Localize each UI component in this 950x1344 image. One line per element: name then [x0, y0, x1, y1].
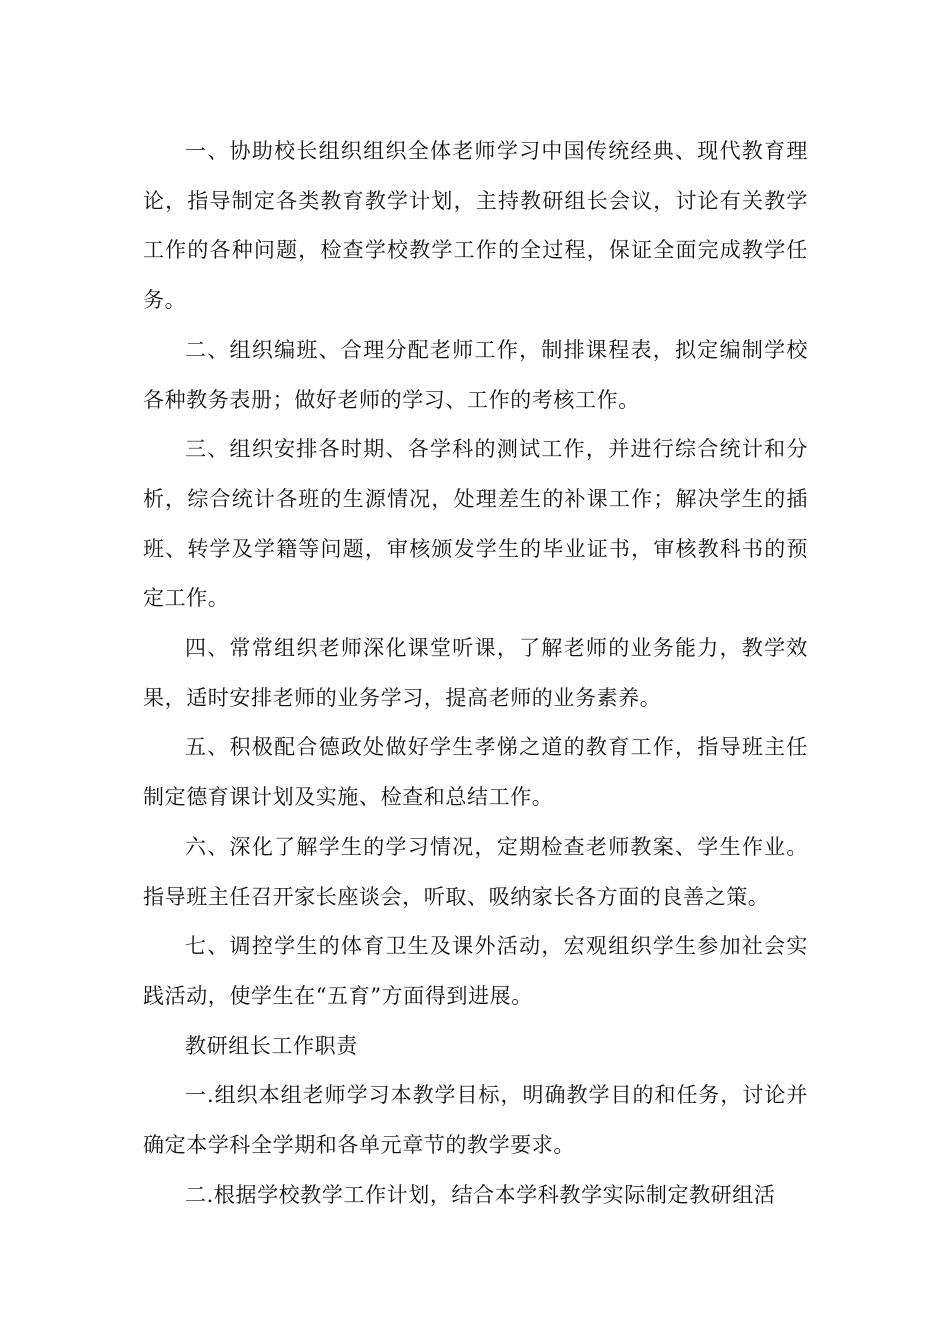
paragraph-duty-6: 六、深化了解学生的学习情况，定期检查老师教案、学生作业。指导班主任召开家长座谈会，听取、吸纳家长各方面的良善之策。	[143, 834, 808, 909]
section-heading: 教研组长工作职责	[185, 1033, 358, 1058]
paragraph-duty-1: 一、协助校长组织组织全体老师学习中国传统经典、现代教育理论，指导制定各类教育教学计划，主持教研组长会议，讨论有关教学工作的各种问题，检查学校教学工作的全过程，保证全面完成教学任务。	[143, 139, 808, 313]
paragraph-leader-duty-1: 一.组织本组老师学习本教学目标，明确教学目的和任务，讨论并确定本学科全学期和各单元章节的教学要求。	[143, 1083, 808, 1158]
document-body	[143, 127, 808, 1220]
paragraph-duty-7: 七、调控学生的体育卫生及课外活动，宏观组织学生参加社会实践活动，使学生在“五育”方面得到进展。	[143, 934, 808, 1008]
paragraph-duty-3: 三、组织安排各时期、各学科的测试工作，并进行综合统计和分析，综合统计各班的生源情况，处理差生的补课工作；解决学生的插班、转学及学籍等问题，审核颁发学生的毕业证书，审核教科书的预定工作。	[143, 437, 808, 611]
paragraph-duty-2: 二、组织编班、合理分配老师工作，制排课程表，拟定编制学校各种教务表册；做好老师的学习、工作的考核工作。	[143, 337, 808, 412]
paragraph-duty-4: 四、常常组织老师深化课堂听课，了解老师的业务能力，教学效果，适时安排老师的业务学习，提高老师的业务素养。	[143, 636, 808, 710]
paragraph-leader-duty-2: 二.根据学校教学工作计划，结合本学科教学实际制定教研组活	[185, 1182, 776, 1207]
paragraph-duty-5: 五、积极配合德政处做好学生孝悌之道的教育工作，指导班主任制定德育课计划及实施、检查和总结工作。	[143, 735, 808, 810]
